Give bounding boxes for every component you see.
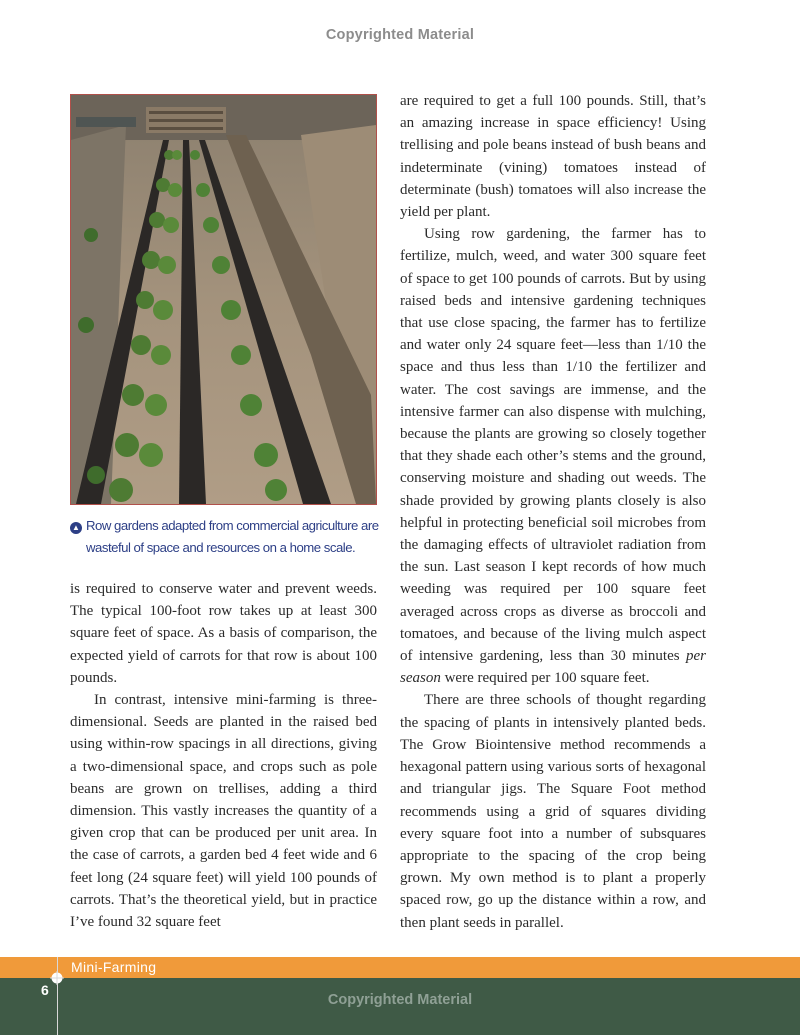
body-column-left xyxy=(70,578,377,933)
page-number: 6 xyxy=(41,982,49,998)
copyright-watermark-bottom: Copyrighted Material xyxy=(327,992,473,1008)
caption-line-2: wasteful of space and resources on a home scale. xyxy=(86,540,356,555)
paragraph-text: Using row gardening, the farmer has to fertilize, mulch, weed, and water 300 square feet of space to get 100 pounds of carrots. But by using raised beds and intensive gardening techniques that use close spacing, the farmer has to fertilize and water only 24 square feet—less than 1/10 the space and thus less than 1/10 the fertilizer and water. The cost savings are immense, and the intensive farmer can also dispense with mulching, because the plants are growing so closely together that they shade each other’s stems and the ground, conserving moisture and shading out weeds. The shade provided by growing plants closely is also helpful in protecting beneficial soil microbes from the damaging effects of ultraviolet radiation from the sun. Last season I kept records of how much weeding was required per 100 square feet averaged across crops as diverse as broccoli and tomatoes, and because of the living mulch aspect of intensive gardening, less than 30 minutes xyxy=(400,226,706,665)
paragraph: There are three schools of thought regarding the spacing of plants in intensively planted beds. The Grow Biointensive method recommends a hexagonal pattern using various sorts of hexagonal and triangular jigs. The Square Foot method recommends using a grid of squares dividing every square foot into a number of subsquares appropriate to the spacing of the crop being grown. My own method is to plant a properly spaced row, go up the distance within a row, and then plant seeds in parallel. xyxy=(400,692,706,931)
garden-photo-illustration xyxy=(71,95,376,504)
paragraph-text: were required per 100 square feet. xyxy=(440,670,650,687)
body-column-right xyxy=(400,90,706,934)
copyright-watermark-top: Copyrighted Material xyxy=(325,27,475,43)
crosshair-icon xyxy=(50,971,64,985)
paragraph: are required to get a full 100 pounds. Still, that’s an amazing increase in space efficiency! Using trellising and pole beans instead of bush beans and indeterminate (vining) tomatoes instead of determinate (bush) tomatoes will also increase the yield per plant. xyxy=(400,93,706,221)
caption-line-1: Row gardens adapted from commercial agriculture are xyxy=(86,518,379,533)
paragraph: In contrast, intensive mini-farming is three-dimensional. Seeds are planted in the raised bed using within-row spacings in all directions, giving a two-dimensional space, and crops such as pole beans are grown on trellises, adding a third dimension. This vastly increases the quantity of a given crop that can be produced per unit area. In the case of carrots, a garden bed 4 feet wide and 6 feet long (24 square feet) will yield 100 pounds of carrots. That’s the theoretical yield, but in practice I’ve found 32 square feet xyxy=(70,692,377,931)
paragraph: is required to conserve water and prevent weeds. The typical 100-foot row takes up at least 300 square feet of space. As a basis of comparison, the expected yield of carrots for that row is about 100 pounds. xyxy=(70,581,377,686)
figure-caption xyxy=(70,515,380,559)
arrow-badge-icon: ▲ xyxy=(70,522,82,534)
emphasis-text: per season xyxy=(400,648,706,687)
running-title: Mini-Farming xyxy=(71,959,157,975)
row-garden-photo xyxy=(70,94,377,505)
paragraph xyxy=(400,223,706,689)
